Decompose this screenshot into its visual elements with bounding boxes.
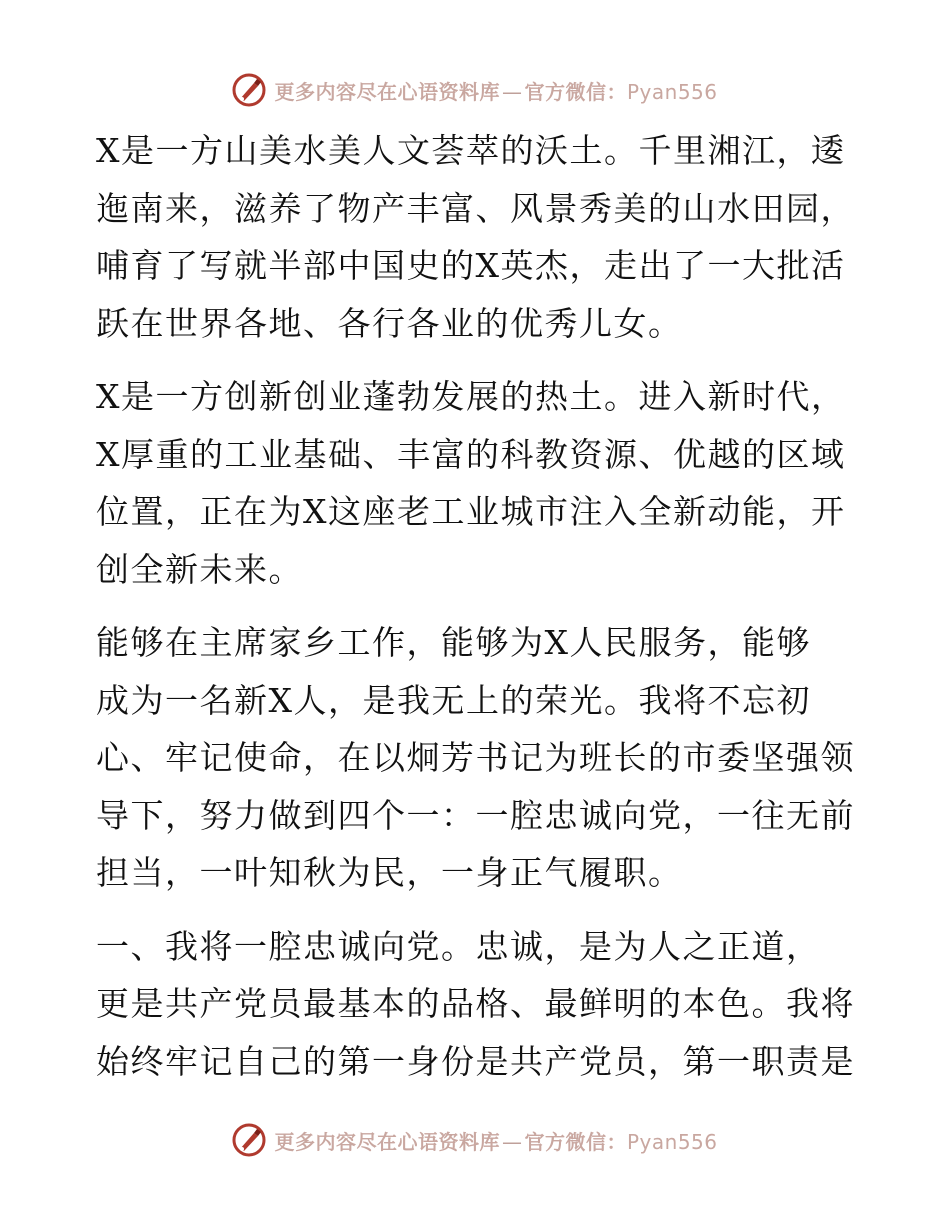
- text-line: 能够在主席家乡工作，能够为X人民服务，能够: [96, 623, 811, 662]
- text-line: 位置，正在为X这座老工业城市注入全新动能，开: [96, 492, 846, 531]
- pen-logo-icon: [232, 73, 266, 107]
- text-line: 迤南来，滋养了物产丰富、风景秀美的山水田园，: [96, 188, 855, 228]
- text-line: 跃在世界各地、各行各业的优秀儿女。: [96, 303, 683, 343]
- text-line: 哺育了写就半部中国史的X英杰，走出了一大批活: [96, 246, 846, 285]
- text-line: X厚重的工业基础、丰富的科教资源、优越的区域: [96, 434, 846, 474]
- watermark-wechat-id: Pyan556: [626, 79, 718, 104]
- text-line: 更是共产党员最基本的品格、最鲜明的本色。我将: [96, 984, 855, 1023]
- text-line: 一、我将一腔忠诚向党。忠诚，是为人之正道，: [96, 926, 821, 966]
- header-watermark-banner: [0, 70, 950, 110]
- watermark-text: [274, 76, 717, 105]
- footer-watermark-banner: [0, 1120, 950, 1160]
- watermark-wechat-prefix: 官方微信：: [524, 1129, 627, 1154]
- text-line: 始终牢记自己的第一身份是共产党员，第一职责是: [96, 1041, 855, 1081]
- pen-logo-icon: [232, 1123, 266, 1157]
- text-line: 创全新未来。: [96, 549, 303, 589]
- watermark-separator: —: [501, 1129, 523, 1154]
- watermark-wechat-prefix: 官方微信：: [524, 79, 627, 104]
- watermark-wechat-id: Pyan556: [626, 1129, 718, 1154]
- text-line: X是一方山美水美人文荟萃的沃土。千里湘江，逶: [96, 131, 846, 170]
- watermark-separator: —: [501, 79, 523, 104]
- document-body: [96, 122, 856, 1106]
- text-line: 导下，努力做到四个一：一腔忠诚向党，一往无前: [96, 795, 855, 835]
- paragraph-4: [96, 918, 856, 1091]
- text-line: 心、牢记使命，在以炯芳书记为班长的市委坚强领: [96, 738, 855, 777]
- text-line: 成为一名新X人，是我无上的荣光。我将不忘初: [96, 680, 811, 720]
- text-line: X是一方创新创业蓬勃发展的热土。进入新时代，: [96, 377, 846, 416]
- text-line: 担当，一叶知秋为民，一身正气履职。: [96, 853, 683, 892]
- paragraph-3: [96, 614, 856, 902]
- paragraph-1: [96, 122, 856, 352]
- watermark-label: 更多内容尽在心语资料库: [274, 1129, 500, 1154]
- watermark-text: [274, 1126, 717, 1155]
- paragraph-2: [96, 368, 856, 598]
- watermark-label: 更多内容尽在心语资料库: [274, 79, 500, 104]
